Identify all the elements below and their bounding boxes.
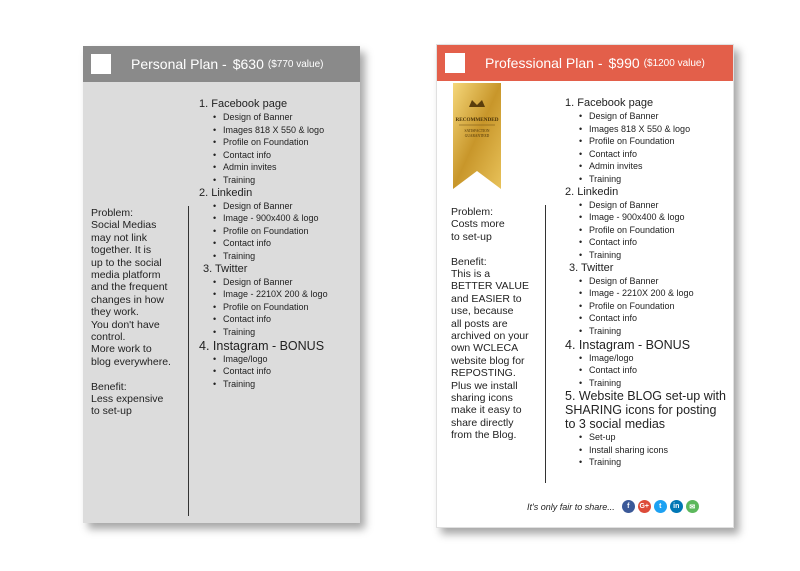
feature-section xyxy=(565,186,727,262)
text-line: REPOSTING. xyxy=(451,367,516,380)
text-line xyxy=(91,368,191,380)
text-line: Costs more xyxy=(451,218,505,231)
section-title: 2. Linkedin xyxy=(199,186,253,199)
feature-section xyxy=(565,97,727,186)
plan-name: Personal Plan - xyxy=(131,56,227,72)
feature-item: • Design of Banner xyxy=(589,275,727,288)
feature-item: • Contact info xyxy=(589,364,727,377)
feature-item: • Contact info xyxy=(589,148,727,161)
feature-item: • Admin invites xyxy=(589,160,727,173)
section-title: 5. Website BLOG set-up with SHARING icons for posting to 3 social medias xyxy=(565,389,726,432)
feature-item: • Training xyxy=(223,326,359,339)
feature-item: • Design of Banner xyxy=(223,200,359,213)
text-line xyxy=(451,243,551,255)
text-line: to set-up xyxy=(91,405,132,418)
ribbon-line1: RECOMMENDED xyxy=(455,117,499,123)
feature-item: • Images 818 X 550 & logo xyxy=(223,124,359,137)
feature-item: • Contact info xyxy=(589,236,727,249)
feature-item: • Profile on Foundation xyxy=(589,300,727,313)
feature-list xyxy=(199,111,359,187)
text-line: changes in how xyxy=(91,293,164,306)
feature-item: • Training xyxy=(223,378,359,391)
section-title: 4. Instagram - BONUS xyxy=(565,337,691,352)
feature-item: • Profile on Foundation xyxy=(223,225,359,238)
text-line: Benefit: xyxy=(451,255,487,268)
personal-plan-header xyxy=(83,46,360,82)
feature-item: • Training xyxy=(589,456,727,469)
text-line: own WCLECA xyxy=(451,342,519,355)
plan-price: $990 xyxy=(608,55,640,71)
feature-item: • Image - 900x400 & logo xyxy=(589,211,727,224)
text-line: Less expensive xyxy=(91,393,164,406)
feature-section xyxy=(199,263,359,339)
feature-section xyxy=(565,338,727,390)
share-text: It's only fair to share... xyxy=(527,501,615,512)
feature-item: • Image - 900x400 & logo xyxy=(223,212,359,225)
text-line: together. It is xyxy=(91,244,152,257)
twitter-icon[interactable]: t xyxy=(654,500,667,513)
plan-value: ($770 value) xyxy=(267,58,324,70)
feature-item: • Profile on Foundation xyxy=(223,136,359,149)
feature-item: • Profile on Foundation xyxy=(589,224,727,237)
professional-plan-header xyxy=(437,45,733,81)
text-line: and the frequent xyxy=(91,281,168,294)
feature-sections xyxy=(199,98,359,390)
email-icon[interactable]: ✉ xyxy=(686,500,699,513)
feature-item: • Training xyxy=(589,325,727,338)
feature-item: • Training xyxy=(589,377,727,390)
feature-item: • Profile on Foundation xyxy=(223,301,359,314)
feature-item: • Design of Banner xyxy=(223,276,359,289)
text-line: use, because xyxy=(451,305,514,318)
facebook-icon[interactable]: f xyxy=(622,500,635,513)
feature-item: • Image/logo xyxy=(589,352,727,365)
section-title: 1. Facebook page xyxy=(565,97,654,109)
feature-list xyxy=(199,200,359,263)
text-line: blog everywhere. xyxy=(91,355,171,368)
text-line: More work to xyxy=(91,343,152,356)
text-line: BETTER VALUE xyxy=(451,280,529,293)
header-square-icon xyxy=(91,54,111,74)
text-line: Benefit: xyxy=(91,380,127,393)
ribbon-line2: SATISFACTION xyxy=(464,129,490,133)
feature-item: • Design of Banner xyxy=(223,111,359,124)
feature-item: • Image - 2210X 200 & logo xyxy=(223,288,359,301)
feature-item: • Set-up xyxy=(589,431,727,444)
feature-section xyxy=(565,389,727,469)
column-divider xyxy=(545,205,546,483)
plan-value: ($1200 value) xyxy=(643,57,705,69)
feature-section xyxy=(565,262,727,338)
problem-benefit-text xyxy=(451,206,551,442)
feature-item: • Install sharing icons xyxy=(589,444,727,457)
feature-item: • Design of Banner xyxy=(589,199,727,212)
plan-price: $630 xyxy=(232,56,264,72)
text-line: media platform xyxy=(91,269,161,282)
feature-item: • Training xyxy=(589,173,727,186)
feature-item: • Training xyxy=(223,174,359,187)
feature-list xyxy=(565,275,727,338)
text-line: You don't have xyxy=(91,318,160,331)
text-line: Plus we install xyxy=(451,379,518,392)
feature-sections xyxy=(565,97,727,469)
text-line: sharing icons xyxy=(451,392,513,405)
text-line: all posts are xyxy=(451,317,508,330)
text-line: to set-up xyxy=(451,230,492,243)
feature-item: • Contact info xyxy=(589,312,727,325)
problem-benefit-text xyxy=(91,207,191,418)
feature-item: • Contact info xyxy=(223,365,359,378)
feature-list xyxy=(565,431,727,469)
feature-section xyxy=(199,98,359,187)
text-line: they work. xyxy=(91,306,139,319)
section-title: 2. Linkedin xyxy=(565,185,619,198)
feature-item: • Image - 2210X 200 & logo xyxy=(589,287,727,300)
feature-item: • Admin invites xyxy=(223,161,359,174)
feature-list xyxy=(565,199,727,262)
feature-item: • Contact info xyxy=(223,237,359,250)
section-title: 3. Twitter xyxy=(569,261,614,274)
text-line: may not link xyxy=(91,231,148,244)
header-square-icon xyxy=(445,53,465,73)
ribbon-line3: GUARANTEED xyxy=(464,134,490,138)
text-line: control. xyxy=(91,331,126,344)
section-title: 3. Twitter xyxy=(203,262,248,275)
text-line: make it easy to xyxy=(451,404,522,417)
text-line: Problem: xyxy=(451,206,494,218)
text-line: Social Medias xyxy=(91,219,157,232)
text-line: and EASIER to xyxy=(451,292,522,305)
feature-list xyxy=(199,276,359,339)
text-line: website blog for xyxy=(451,354,525,367)
feature-item: • Contact info xyxy=(223,149,359,162)
text-line: This is a xyxy=(451,268,491,281)
feature-item: • Training xyxy=(589,249,727,262)
share-bar xyxy=(527,500,699,513)
feature-item: • Design of Banner xyxy=(589,110,727,123)
feature-item: • Contact info xyxy=(223,313,359,326)
plan-name: Professional Plan - xyxy=(485,55,603,71)
text-line: archived on your xyxy=(451,330,529,343)
linkedin-icon[interactable]: in xyxy=(670,500,683,513)
personal-plan-card xyxy=(83,46,360,523)
text-line: up to the social xyxy=(91,256,162,269)
feature-item: • Profile on Foundation xyxy=(589,135,727,148)
feature-section xyxy=(199,187,359,263)
text-line: from the Blog. xyxy=(451,429,517,442)
feature-item: • Training xyxy=(223,250,359,263)
feature-list xyxy=(565,352,727,390)
section-title: 4. Instagram - BONUS xyxy=(199,338,325,353)
column-divider xyxy=(188,206,189,516)
feature-list xyxy=(199,353,359,391)
text-line: Problem: xyxy=(91,207,134,219)
section-title: 1. Facebook page xyxy=(199,98,288,110)
google-plus-icon[interactable]: G+ xyxy=(638,500,651,513)
recommended-ribbon-badge xyxy=(453,83,501,189)
feature-item: • Images 818 X 550 & logo xyxy=(589,123,727,136)
professional-plan-card xyxy=(436,44,734,528)
text-line: share directly xyxy=(451,416,514,429)
feature-section xyxy=(199,339,359,391)
feature-item: • Image/logo xyxy=(223,353,359,366)
feature-list xyxy=(565,110,727,186)
